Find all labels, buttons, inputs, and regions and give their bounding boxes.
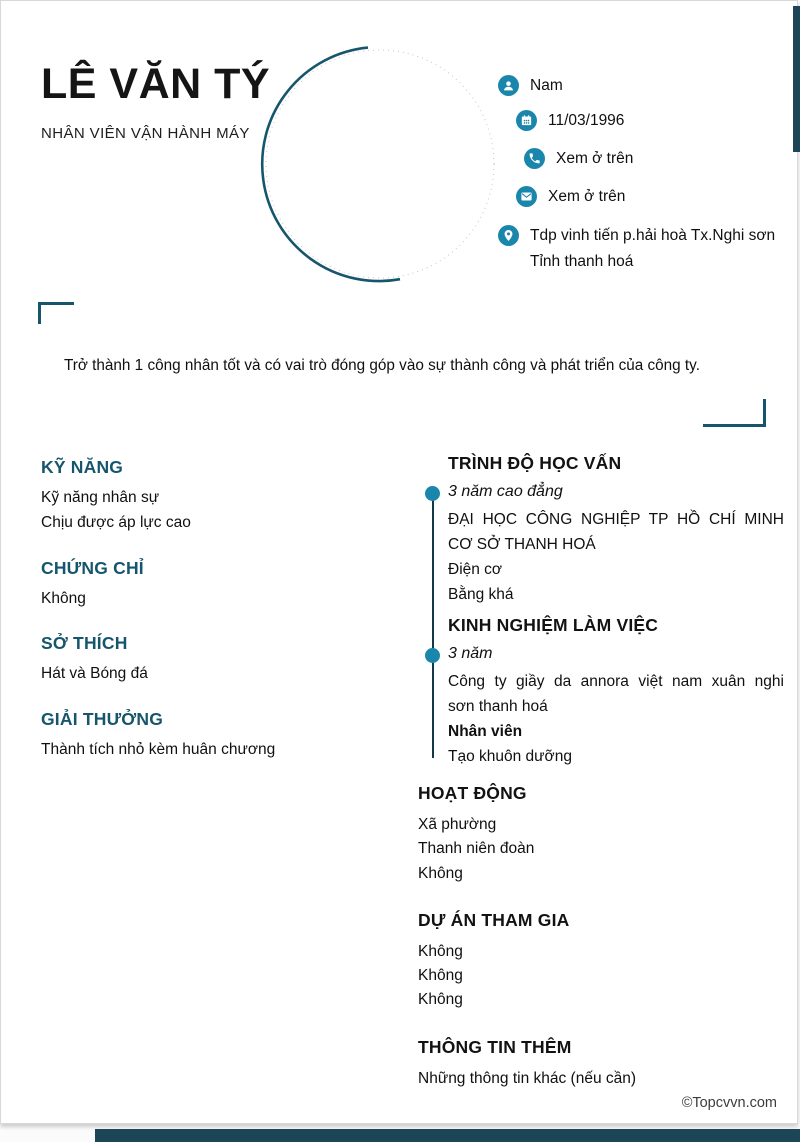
calendar-icon (516, 110, 537, 131)
contact-address (498, 223, 788, 275)
top-right-accent-bar (793, 6, 800, 152)
section-hobbies (41, 633, 389, 686)
section-certificates-title: CHỨNG CHỈ (41, 557, 144, 578)
certificate-item: Không (41, 589, 86, 607)
activity-item: Thanh niên đoàn (418, 840, 535, 858)
experience-company-line1: Công ty giầy da annora việt nam xuân nghi (448, 673, 784, 690)
bottom-accent-bar (95, 1129, 800, 1142)
contact-email (516, 186, 625, 207)
education-school-line1: ĐẠI HỌC CÔNG NGHIỆP TP HỒ CHÍ MINH (448, 511, 784, 528)
section-activities (418, 783, 784, 886)
location-icon (498, 225, 519, 246)
contact-birthday (516, 110, 624, 131)
mail-icon (516, 186, 537, 207)
hobby-item: Hát và Bóng đá (41, 665, 148, 683)
user-icon (498, 75, 519, 96)
experience-company-line2: sơn thanh hoá (448, 698, 548, 715)
activity-item: Không (418, 864, 463, 882)
job-title: NHÂN VIÊN VẬN HÀNH MÁY (41, 125, 250, 142)
career-objective: Trở thành 1 công nhân tốt và có vai trò đóng góp vào sự thành công và phát triển của công ty. (64, 357, 700, 374)
contact-address-text: Tdp vinh tiến p.hải hoà Tx.Nghi sơn Tỉnh thanh hoá (530, 227, 776, 270)
section-awards-title: GIẢI THƯỞNG (41, 708, 164, 729)
skill-item: Kỹ năng nhân sự (41, 489, 160, 506)
section-projects-title: DỰ ÁN THAM GIA (418, 909, 570, 930)
section-hobbies-title: SỞ THÍCH (41, 633, 128, 654)
contact-phone (524, 148, 633, 169)
section-activities-title: HOẠT ĐỘNG (418, 783, 527, 803)
contact-gender-text: Nam (530, 76, 563, 94)
section-experience-title: KINH NGHIỆM LÀM VIỆC (448, 615, 659, 635)
activity-item: Xã phường (418, 816, 497, 833)
section-skills (41, 457, 389, 536)
phone-icon (524, 148, 545, 169)
photo-placeholder (259, 43, 501, 290)
project-item: Không (418, 991, 463, 1009)
contact-phone-text: Xem ở trên (556, 149, 634, 167)
right-column (418, 453, 784, 1091)
section-projects (418, 910, 784, 1013)
experience-description: Tạo khuôn dưỡng (448, 748, 572, 765)
section-additional-info-title: THÔNG TIN THÊM (418, 1036, 572, 1057)
education-grade: Bằng khá (448, 586, 514, 603)
section-awards (41, 709, 389, 762)
photo-circle-frame (259, 43, 501, 285)
watermark: ©Topcvvn.com (681, 1095, 777, 1111)
objective-corner-bracket-bottom-right (703, 399, 766, 427)
education-entry (448, 483, 784, 607)
candidate-name: LÊ VĂN TÝ (41, 60, 271, 108)
left-column (41, 457, 389, 784)
experience-period: 3 năm (448, 645, 493, 662)
section-education (448, 453, 784, 607)
experience-position: Nhân viên (448, 723, 523, 740)
section-experience (448, 615, 784, 769)
education-period: 3 năm cao đẳng (448, 483, 563, 500)
project-item: Không (418, 942, 463, 960)
contact-email-text: Xem ở trên (548, 187, 626, 205)
contact-gender (498, 75, 563, 96)
skill-item: Chịu được áp lực cao (41, 514, 191, 532)
timeline (418, 453, 784, 769)
objective-corner-bracket-top-left (38, 302, 74, 324)
award-item: Thành tích nhỏ kèm huân chương (41, 740, 276, 758)
education-school-line2: CƠ SỞ THANH HOÁ (448, 536, 596, 553)
section-skills-title: KỸ NĂNG (41, 457, 124, 477)
timeline-line (432, 492, 434, 758)
section-certificates (41, 558, 389, 611)
section-education-title: TRÌNH ĐỘ HỌC VẤN (448, 453, 622, 473)
contact-birthday-text: 11/03/1996 (548, 111, 625, 129)
project-item: Không (418, 967, 463, 985)
education-major: Điện cơ (448, 561, 503, 578)
section-additional-info (418, 1037, 784, 1091)
timeline-dot (425, 648, 440, 663)
additional-info-item: Những thông tin khác (nếu cần) (418, 1069, 637, 1087)
experience-entry (448, 645, 784, 769)
timeline-dot (425, 486, 440, 501)
